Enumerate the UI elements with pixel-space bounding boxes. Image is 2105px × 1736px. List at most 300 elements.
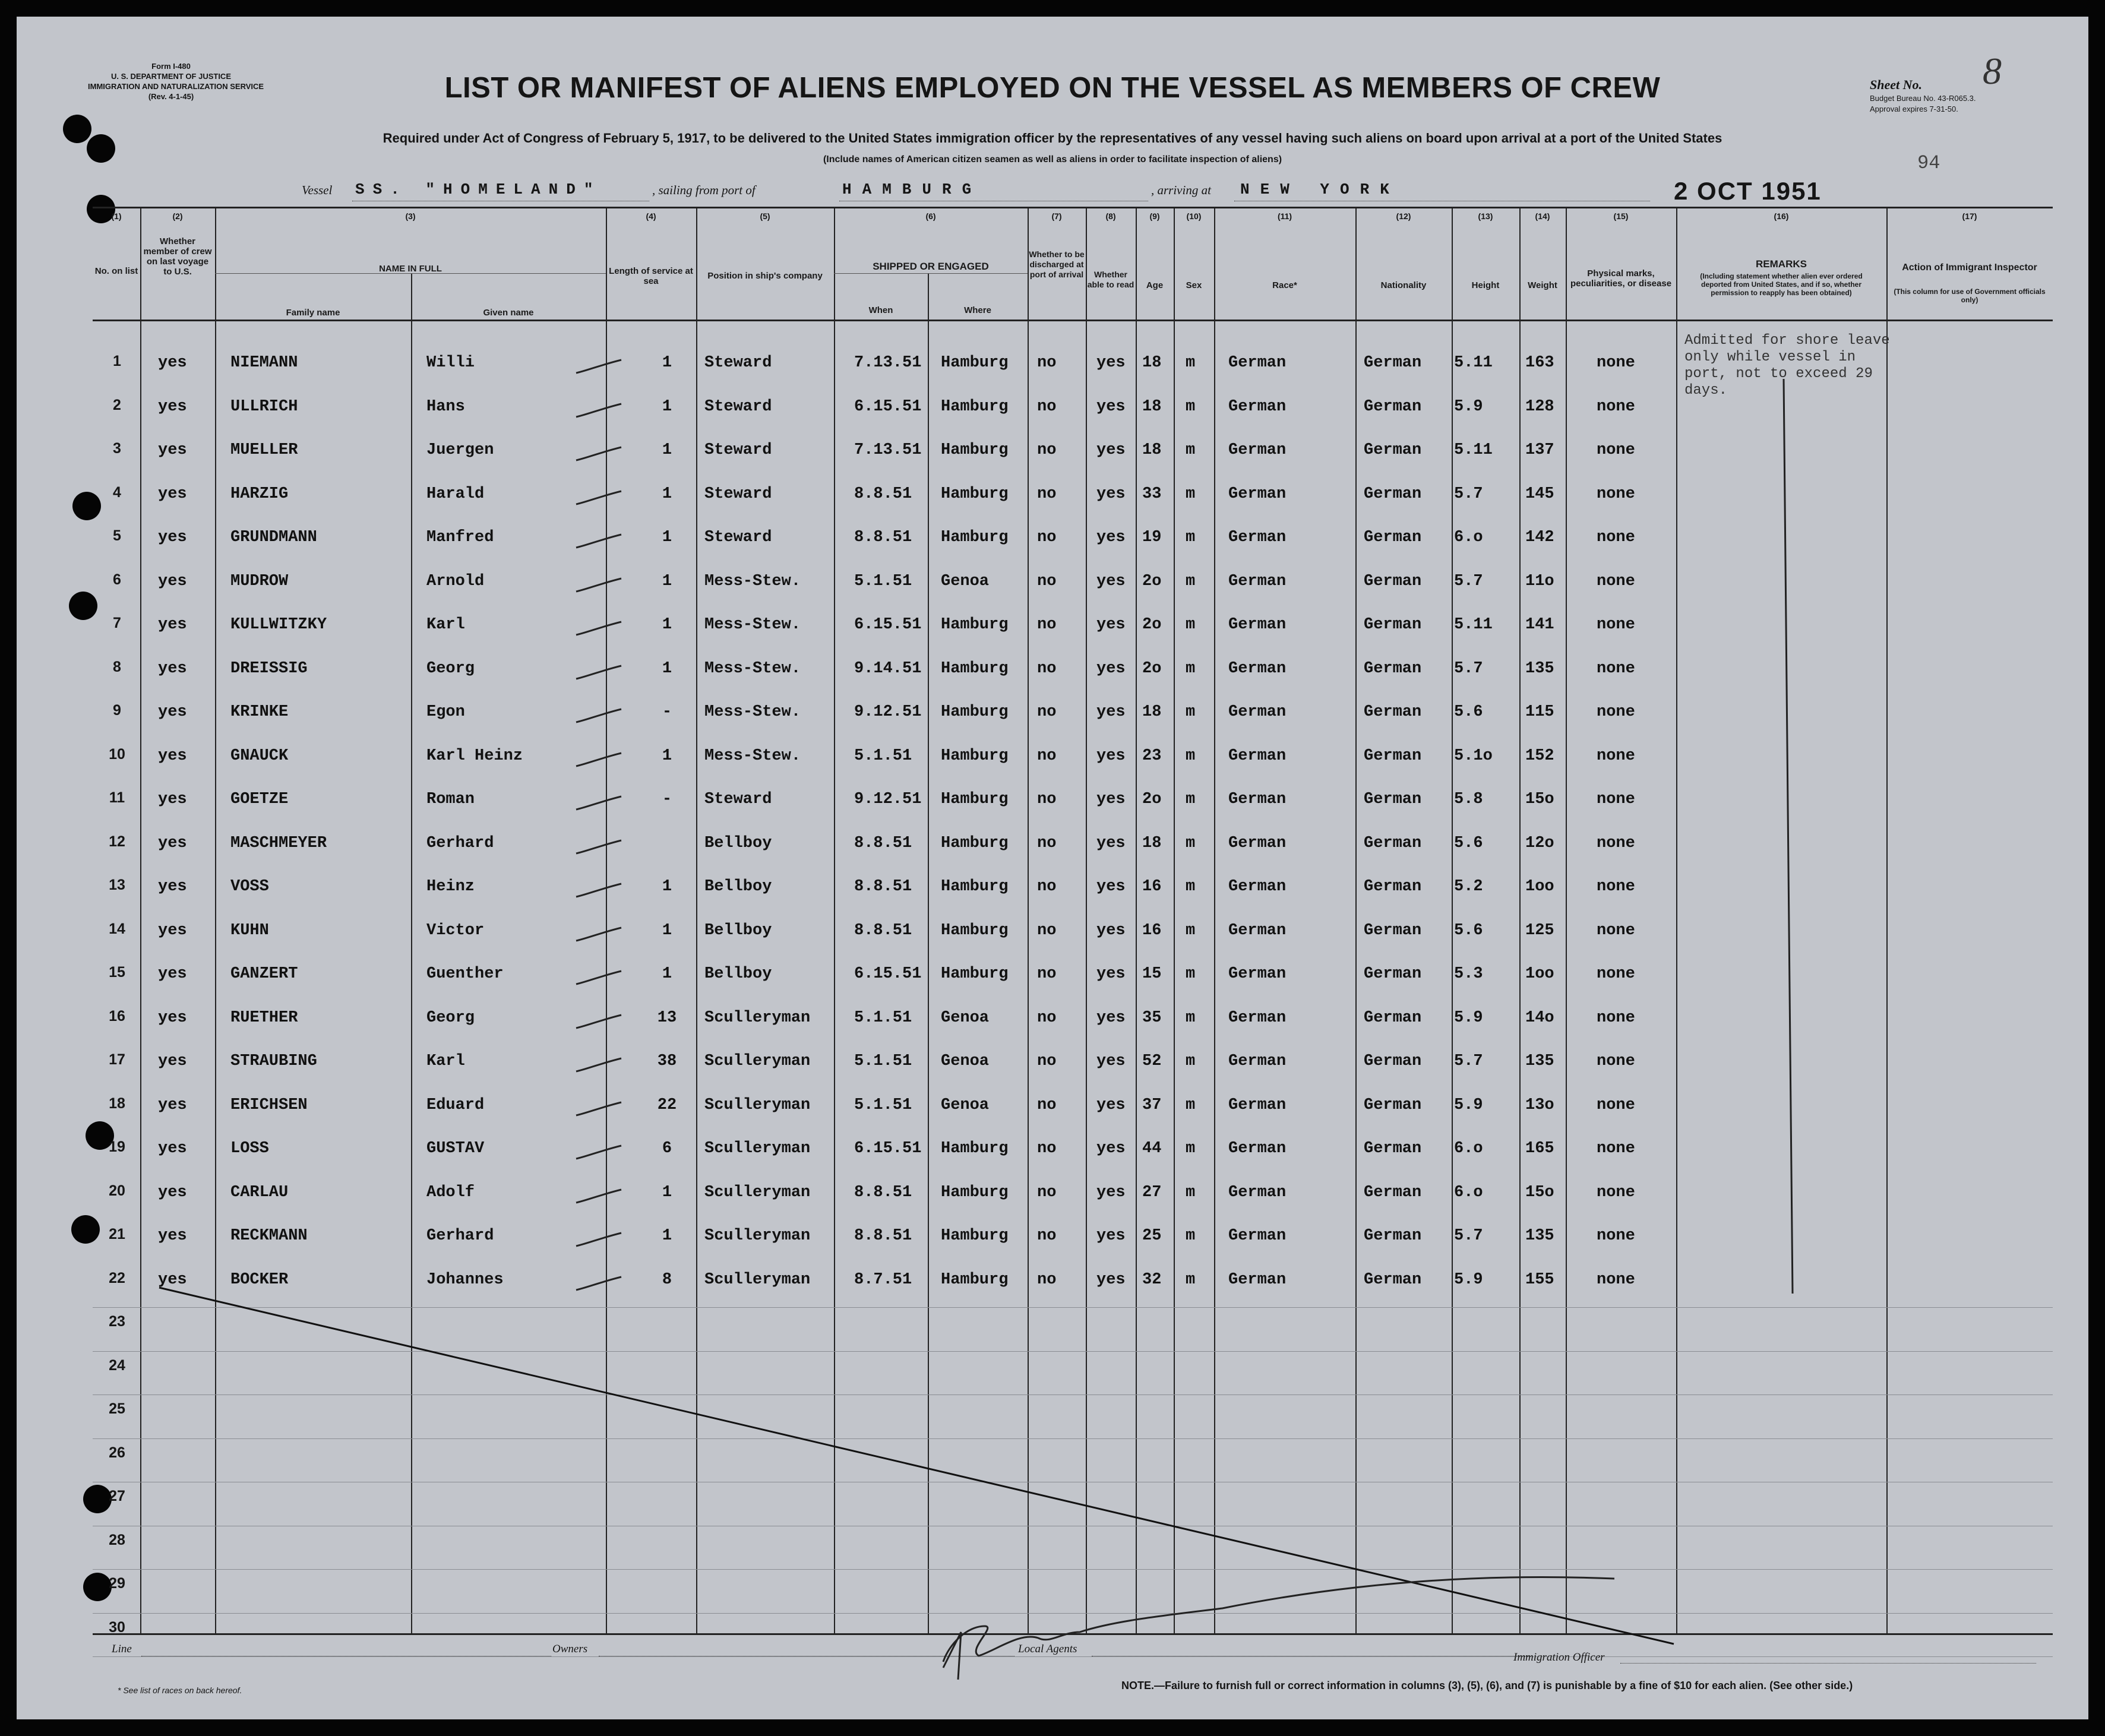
cell-age: 32 xyxy=(1142,1270,1162,1289)
cell-height: 5.7 xyxy=(1454,659,1483,678)
cell-position: Sculleryman xyxy=(704,1183,811,1201)
footer-officer-label: Immigration Officer xyxy=(1513,1651,1605,1664)
footer-owners-label: Owners xyxy=(552,1643,588,1655)
header-nationality: Nationality xyxy=(1380,280,1427,290)
cell-height: 5.3 xyxy=(1454,965,1483,983)
cell-length-of-service: 1 xyxy=(662,529,672,546)
cell-height: 5.11 xyxy=(1454,441,1493,459)
header-position: Position in ship's company xyxy=(707,271,823,281)
cell-family-name: BOCKER xyxy=(230,1270,289,1289)
cell-member-last-voyage: yes xyxy=(158,747,187,765)
cell-physical-marks: none xyxy=(1597,790,1635,808)
cell-member-last-voyage: yes xyxy=(158,1140,187,1158)
cell-weight: 1oo xyxy=(1525,878,1554,896)
row-number: 26 xyxy=(109,1444,125,1461)
cell-age: 18 xyxy=(1142,834,1162,852)
arrival-port: NEW YORK xyxy=(1240,181,1400,198)
cell-weight: 135 xyxy=(1525,1227,1554,1245)
cell-height: 5.11 xyxy=(1454,616,1493,634)
row-number: 25 xyxy=(109,1400,125,1417)
cell-age: 2o xyxy=(1142,790,1162,808)
row-number: 24 xyxy=(109,1356,125,1374)
cell-race: German xyxy=(1228,616,1287,634)
cell-able-to-read: yes xyxy=(1096,965,1126,983)
cell-able-to-read: yes xyxy=(1096,703,1126,721)
header-given-name: Given name xyxy=(483,308,534,318)
cell-shipped-where: Genoa xyxy=(941,1008,990,1027)
cell-weight: 14o xyxy=(1525,1008,1554,1027)
cell-length-of-service: - xyxy=(662,703,672,721)
cell-family-name: GANZERT xyxy=(230,965,298,983)
approval-expires: Approval expires 7-31-50. xyxy=(1870,105,1958,113)
cell-shipped-where: Hamburg xyxy=(941,485,1009,503)
cell-weight: 141 xyxy=(1525,616,1554,634)
cell-discharged: no xyxy=(1037,441,1057,459)
department: U. S. DEPARTMENT OF JUSTICE xyxy=(111,72,231,81)
cell-nationality: German xyxy=(1364,659,1422,678)
cell-sex: m xyxy=(1186,354,1196,372)
races-note: * See list of races on back hereof. xyxy=(118,1686,242,1695)
row-number: 5 xyxy=(113,527,121,544)
cell-shipped-where: Hamburg xyxy=(941,921,1009,940)
cell-sex: m xyxy=(1186,485,1196,503)
cell-nationality: German xyxy=(1364,1270,1422,1289)
cell-race: German xyxy=(1228,441,1287,459)
cell-sex: m xyxy=(1186,616,1196,634)
cell-nationality: German xyxy=(1364,441,1422,459)
row-number: 28 xyxy=(109,1531,125,1548)
cell-shipped-where: Hamburg xyxy=(941,965,1009,983)
cell-age: 16 xyxy=(1142,921,1162,940)
cell-discharged: no xyxy=(1037,529,1057,546)
cell-race: German xyxy=(1228,703,1287,721)
cell-physical-marks: none xyxy=(1597,1227,1635,1245)
cell-race: German xyxy=(1228,1052,1287,1070)
cell-position: Bellboy xyxy=(704,878,772,896)
cell-family-name: MUELLER xyxy=(230,441,298,459)
manifest-sheet xyxy=(17,17,2088,1719)
header-sex: Sex xyxy=(1186,280,1202,290)
cell-shipped-when: 8.8.51 xyxy=(854,878,912,896)
cell-length-of-service: 38 xyxy=(657,1052,677,1070)
cell-discharged: no xyxy=(1037,1140,1057,1158)
cell-member-last-voyage: yes xyxy=(158,1183,187,1201)
cell-race: German xyxy=(1228,1008,1287,1027)
cell-shipped-when: 6.15.51 xyxy=(854,397,922,416)
cell-shipped-when: 8.8.51 xyxy=(854,529,912,546)
cell-nationality: German xyxy=(1364,965,1422,983)
cell-weight: 152 xyxy=(1525,747,1554,765)
cell-nationality: German xyxy=(1364,1052,1422,1070)
cell-weight: 142 xyxy=(1525,529,1554,546)
cell-position: Sculleryman xyxy=(704,1008,811,1027)
cell-weight: 13o xyxy=(1525,1096,1554,1114)
cell-position: Steward xyxy=(704,529,772,546)
cell-position: Mess-Stew. xyxy=(704,703,801,721)
cell-given-name: Manfred xyxy=(426,529,494,546)
cell-shipped-where: Hamburg xyxy=(941,703,1009,721)
cell-given-name: Karl xyxy=(426,616,465,634)
annotation-marks xyxy=(17,17,2088,1719)
header-action-sub: (This column for use of Government officials only) xyxy=(1894,287,2046,304)
cell-physical-marks: none xyxy=(1597,1140,1635,1158)
arrival-date-stamp: 2 OCT 1951 xyxy=(1674,177,1822,205)
row-number: 16 xyxy=(109,1007,125,1024)
cell-weight: 135 xyxy=(1525,659,1554,678)
cell-age: 15 xyxy=(1142,965,1162,983)
cell-member-last-voyage: yes xyxy=(158,1008,187,1027)
cell-shipped-where: Hamburg xyxy=(941,529,1009,546)
cell-height: 5.9 xyxy=(1454,1096,1483,1114)
cell-length-of-service: 1 xyxy=(662,616,672,634)
cell-given-name: Harald xyxy=(426,485,485,503)
cell-length-of-service: 22 xyxy=(657,1096,677,1114)
cell-shipped-when: 9.12.51 xyxy=(854,790,922,808)
cell-physical-marks: none xyxy=(1597,572,1635,590)
cell-physical-marks: none xyxy=(1597,1270,1635,1289)
cell-position: Bellboy xyxy=(704,834,772,852)
sheet-label: Sheet No. xyxy=(1870,77,1922,92)
cell-shipped-where: Hamburg xyxy=(941,441,1009,459)
header-length-service: Length of service at sea xyxy=(609,266,693,286)
cell-age: 52 xyxy=(1142,1052,1162,1070)
cell-discharged: no xyxy=(1037,747,1057,765)
cell-weight: 1oo xyxy=(1525,965,1554,983)
cell-race: German xyxy=(1228,747,1287,765)
row-number: 11 xyxy=(109,789,125,806)
cell-family-name: MASCHMEYER xyxy=(230,834,327,852)
colnum-5: (5) xyxy=(760,211,770,221)
cell-weight: 12o xyxy=(1525,834,1554,852)
cell-age: 18 xyxy=(1142,441,1162,459)
cell-sex: m xyxy=(1186,1270,1196,1289)
cell-given-name: Arnold xyxy=(426,572,485,590)
header-member-last-voyage: Whether member of crew on last voyage to U.S. xyxy=(143,236,212,277)
cell-member-last-voyage: yes xyxy=(158,354,187,372)
cell-height: 5.2 xyxy=(1454,878,1483,896)
cell-shipped-where: Genoa xyxy=(941,1096,990,1114)
cell-physical-marks: none xyxy=(1597,747,1635,765)
cell-nationality: German xyxy=(1364,790,1422,808)
row-number: 18 xyxy=(109,1095,125,1112)
remarks-text: Admitted for shore leave only while vessel in port, not to exceed 29 days. xyxy=(1684,333,1890,399)
cell-shipped-when: 5.1.51 xyxy=(854,1096,912,1114)
cell-length-of-service: 1 xyxy=(662,878,672,896)
cell-age: 2o xyxy=(1142,616,1162,634)
cell-discharged: no xyxy=(1037,354,1057,372)
row-number: 23 xyxy=(109,1313,125,1330)
cell-sex: m xyxy=(1186,529,1196,546)
cell-able-to-read: yes xyxy=(1096,878,1126,896)
colnum-10: (10) xyxy=(1186,211,1202,221)
header-name-in-full: NAME IN FULL xyxy=(379,264,442,274)
row-number: 1 xyxy=(113,353,121,369)
cell-discharged: no xyxy=(1037,834,1057,852)
cell-member-last-voyage: yes xyxy=(158,1096,187,1114)
header-shipped-engaged: SHIPPED OR ENGAGED xyxy=(873,261,989,272)
row-number: 8 xyxy=(113,658,121,675)
header-when: When xyxy=(868,305,893,315)
cell-physical-marks: none xyxy=(1597,1183,1635,1201)
cell-race: German xyxy=(1228,485,1287,503)
header-no-on-list: No. on list xyxy=(94,266,138,276)
colnum-3: (3) xyxy=(405,211,416,221)
header-remarks: REMARKS xyxy=(1756,258,1807,270)
cell-physical-marks: none xyxy=(1597,1052,1635,1070)
cell-family-name: GRUNDMANN xyxy=(230,529,317,546)
cell-position: Steward xyxy=(704,790,772,808)
cell-discharged: no xyxy=(1037,659,1057,678)
cell-shipped-when: 5.1.51 xyxy=(854,747,912,765)
cell-sex: m xyxy=(1186,397,1196,416)
cell-family-name: ULLRICH xyxy=(230,397,298,416)
cell-race: German xyxy=(1228,878,1287,896)
cell-position: Steward xyxy=(704,354,772,372)
colnum-11: (11) xyxy=(1277,211,1292,221)
cell-shipped-where: Hamburg xyxy=(941,659,1009,678)
cell-family-name: DREISSIG xyxy=(230,659,308,678)
cell-position: Steward xyxy=(704,441,772,459)
footer-agents-label: Local Agents xyxy=(1018,1643,1077,1655)
cell-physical-marks: none xyxy=(1597,354,1635,372)
cell-member-last-voyage: yes xyxy=(158,834,187,852)
form-number: Form I-480 xyxy=(151,62,191,71)
cell-sex: m xyxy=(1186,1008,1196,1027)
cell-family-name: HARZIG xyxy=(230,485,289,503)
cell-physical-marks: none xyxy=(1597,703,1635,721)
cell-age: 18 xyxy=(1142,703,1162,721)
cell-shipped-when: 6.15.51 xyxy=(854,965,922,983)
cell-discharged: no xyxy=(1037,1096,1057,1114)
cell-given-name: Karl Heinz xyxy=(426,747,523,765)
cell-length-of-service: 1 xyxy=(662,354,672,372)
cell-height: 5.7 xyxy=(1454,485,1483,503)
cell-member-last-voyage: yes xyxy=(158,485,187,503)
cell-sex: m xyxy=(1186,1096,1196,1114)
header-remarks-sub: (Including statement whether alien ever ordered deported from United States, and if so, whether permission to reapply has been obtained) xyxy=(1700,272,1863,297)
cell-sex: m xyxy=(1186,1140,1196,1158)
cell-shipped-when: 8.8.51 xyxy=(854,1183,912,1201)
cell-position: Sculleryman xyxy=(704,1270,811,1289)
cell-family-name: MUDROW xyxy=(230,572,289,590)
cell-able-to-read: yes xyxy=(1096,397,1126,416)
cell-nationality: German xyxy=(1364,703,1422,721)
cell-shipped-when: 7.13.51 xyxy=(854,354,922,372)
cell-height: 5.6 xyxy=(1454,834,1483,852)
cell-family-name: ERICHSEN xyxy=(230,1096,308,1114)
cell-age: 23 xyxy=(1142,747,1162,765)
cell-given-name: Eduard xyxy=(426,1096,485,1114)
cell-shipped-where: Genoa xyxy=(941,1052,990,1070)
cell-position: Bellboy xyxy=(704,965,772,983)
cell-member-last-voyage: yes xyxy=(158,1052,187,1070)
cell-weight: 11o xyxy=(1525,572,1554,590)
header-where: Where xyxy=(964,305,991,315)
cell-given-name: GUSTAV xyxy=(426,1140,485,1158)
sheet-number: 8 xyxy=(1983,50,2002,92)
cell-member-last-voyage: yes xyxy=(158,397,187,416)
cell-position: Sculleryman xyxy=(704,1227,811,1245)
cell-family-name: VOSS xyxy=(230,878,269,896)
cell-age: 44 xyxy=(1142,1140,1162,1158)
cell-discharged: no xyxy=(1037,1052,1057,1070)
cell-nationality: German xyxy=(1364,354,1422,372)
cell-sex: m xyxy=(1186,878,1196,896)
cell-position: Mess-Stew. xyxy=(704,572,801,590)
cell-position: Steward xyxy=(704,397,772,416)
cell-length-of-service: 1 xyxy=(662,659,672,678)
cell-member-last-voyage: yes xyxy=(158,790,187,808)
cell-sex: m xyxy=(1186,703,1196,721)
cell-sex: m xyxy=(1186,1052,1196,1070)
cell-height: 5.8 xyxy=(1454,790,1483,808)
colnum-2: (2) xyxy=(172,211,183,221)
include-text: (Include names of American citizen seamen as well as aliens in order to facilitate inspection of aliens) xyxy=(823,154,1282,165)
row-number: 30 xyxy=(109,1618,125,1636)
cell-member-last-voyage: yes xyxy=(158,572,187,590)
page-title: LIST OR MANIFEST OF ALIENS EMPLOYED ON THE VESSEL AS MEMBERS OF CREW xyxy=(444,72,1661,104)
cell-discharged: no xyxy=(1037,1183,1057,1201)
revision: (Rev. 4-1-45) xyxy=(148,92,194,101)
cell-given-name: Johannes xyxy=(426,1270,504,1289)
sailing-port: HAMBURG xyxy=(842,181,982,198)
cell-able-to-read: yes xyxy=(1096,572,1126,590)
cell-able-to-read: yes xyxy=(1096,441,1126,459)
row-number: 15 xyxy=(109,964,125,981)
cell-able-to-read: yes xyxy=(1096,1008,1126,1027)
colnum-1: (1) xyxy=(111,211,122,221)
cell-given-name: Guenther xyxy=(426,965,504,983)
cell-sex: m xyxy=(1186,659,1196,678)
cell-height: 6.o xyxy=(1454,1140,1483,1158)
cell-shipped-when: 8.8.51 xyxy=(854,921,912,940)
cell-height: 5.6 xyxy=(1454,921,1483,940)
cell-able-to-read: yes xyxy=(1096,834,1126,852)
cell-able-to-read: yes xyxy=(1096,790,1126,808)
colnum-7: (7) xyxy=(1051,211,1062,221)
cell-weight: 15o xyxy=(1525,1183,1554,1201)
cell-race: German xyxy=(1228,965,1287,983)
cell-family-name: KUHN xyxy=(230,921,269,940)
cell-height: 5.9 xyxy=(1454,1008,1483,1027)
cell-weight: 135 xyxy=(1525,1052,1554,1070)
cell-position: Mess-Stew. xyxy=(704,616,801,634)
cell-sex: m xyxy=(1186,572,1196,590)
cell-member-last-voyage: yes xyxy=(158,616,187,634)
cell-shipped-where: Hamburg xyxy=(941,834,1009,852)
cell-race: German xyxy=(1228,1270,1287,1289)
colnum-4: (4) xyxy=(646,211,656,221)
cell-physical-marks: none xyxy=(1597,616,1635,634)
cell-age: 2o xyxy=(1142,659,1162,678)
cell-position: Sculleryman xyxy=(704,1096,811,1114)
cell-weight: 137 xyxy=(1525,441,1554,459)
cell-shipped-where: Hamburg xyxy=(941,1227,1009,1245)
cell-height: 5.9 xyxy=(1454,1270,1483,1289)
cell-weight: 163 xyxy=(1525,354,1554,372)
cell-given-name: Egon xyxy=(426,703,465,721)
cell-weight: 165 xyxy=(1525,1140,1554,1158)
cell-height: 5.7 xyxy=(1454,572,1483,590)
side-number: 94 xyxy=(1917,152,1940,174)
cell-discharged: no xyxy=(1037,965,1057,983)
row-number: 29 xyxy=(109,1575,125,1592)
cell-age: 18 xyxy=(1142,397,1162,416)
cell-height: 5.7 xyxy=(1454,1052,1483,1070)
cell-member-last-voyage: yes xyxy=(158,659,187,678)
colnum-9: (9) xyxy=(1149,211,1160,221)
cell-family-name: RUETHER xyxy=(230,1008,298,1027)
cell-age: 16 xyxy=(1142,878,1162,896)
cell-weight: 15o xyxy=(1525,790,1554,808)
cell-length-of-service: 1 xyxy=(662,1183,672,1201)
cell-weight: 145 xyxy=(1525,485,1554,503)
cell-nationality: German xyxy=(1364,834,1422,852)
cell-discharged: no xyxy=(1037,616,1057,634)
cell-nationality: German xyxy=(1364,1183,1422,1201)
cell-race: German xyxy=(1228,397,1287,416)
cell-physical-marks: none xyxy=(1597,397,1635,416)
cell-able-to-read: yes xyxy=(1096,1052,1126,1070)
cell-length-of-service: 8 xyxy=(662,1270,672,1289)
cell-shipped-when: 8.8.51 xyxy=(854,1227,912,1245)
cell-race: German xyxy=(1228,659,1287,678)
cell-nationality: German xyxy=(1364,1008,1422,1027)
cell-given-name: Roman xyxy=(426,790,475,808)
cell-nationality: German xyxy=(1364,1227,1422,1245)
header-family-name: Family name xyxy=(286,308,340,318)
cell-given-name: Adolf xyxy=(426,1183,475,1201)
cell-given-name: Hans xyxy=(426,397,465,416)
cell-shipped-where: Hamburg xyxy=(941,1183,1009,1201)
cell-discharged: no xyxy=(1037,485,1057,503)
row-number: 9 xyxy=(113,702,121,719)
cell-length-of-service: 13 xyxy=(657,1008,677,1027)
cell-member-last-voyage: yes xyxy=(158,441,187,459)
cell-discharged: no xyxy=(1037,572,1057,590)
cell-discharged: no xyxy=(1037,1008,1057,1027)
cell-shipped-where: Genoa xyxy=(941,572,990,590)
cell-family-name: GNAUCK xyxy=(230,747,289,765)
cell-length-of-service: 1 xyxy=(662,921,672,940)
row-number: 3 xyxy=(113,440,121,457)
cell-nationality: German xyxy=(1364,878,1422,896)
cell-race: German xyxy=(1228,1227,1287,1245)
cell-position: Mess-Stew. xyxy=(704,747,801,765)
cell-weight: 115 xyxy=(1525,703,1554,721)
cell-given-name: Karl xyxy=(426,1052,465,1070)
cell-age: 2o xyxy=(1142,572,1162,590)
row-number: 7 xyxy=(113,615,121,631)
cell-shipped-where: Hamburg xyxy=(941,1270,1009,1289)
cell-nationality: German xyxy=(1364,397,1422,416)
cell-able-to-read: yes xyxy=(1096,616,1126,634)
cell-shipped-where: Hamburg xyxy=(941,1140,1009,1158)
row-number: 4 xyxy=(113,483,121,501)
header-age: Age xyxy=(1146,280,1164,290)
cell-race: German xyxy=(1228,790,1287,808)
cell-nationality: German xyxy=(1364,1140,1422,1158)
header-height: Height xyxy=(1471,280,1500,290)
cell-physical-marks: none xyxy=(1597,659,1635,678)
cell-length-of-service: 1 xyxy=(662,747,672,765)
cell-discharged: no xyxy=(1037,397,1057,416)
cell-member-last-voyage: yes xyxy=(158,965,187,983)
cell-shipped-where: Hamburg xyxy=(941,616,1009,634)
cell-discharged: no xyxy=(1037,790,1057,808)
cell-shipped-when: 8.8.51 xyxy=(854,834,912,852)
cell-able-to-read: yes xyxy=(1096,747,1126,765)
